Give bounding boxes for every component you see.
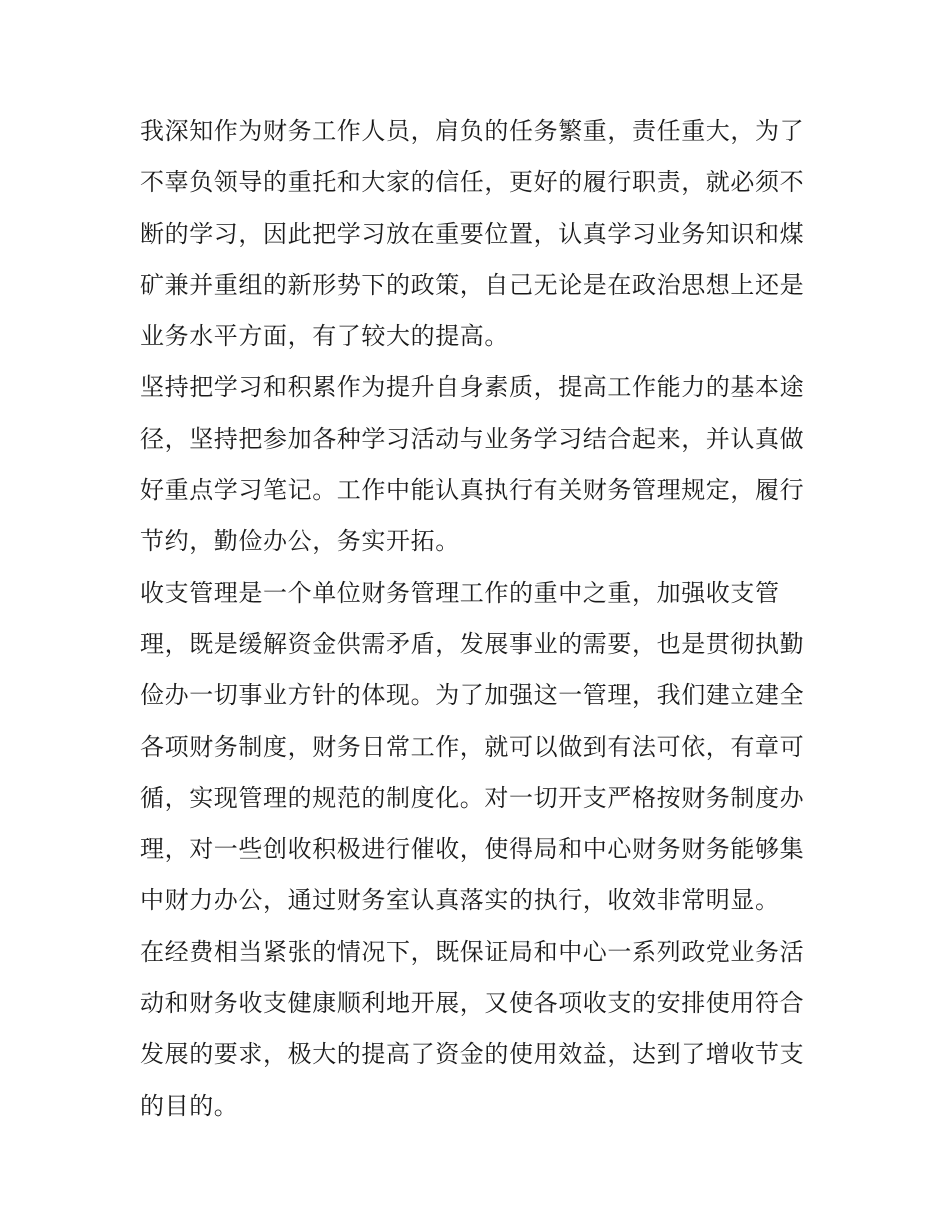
text-line: 循，实现管理的规范的制度化。对一切开支严格按财务制度办 [140, 783, 805, 812]
paragraph-1 [140, 106, 812, 362]
text-line: 断的学习，因此把学习放在重要位置，认真学习业务知识和煤 [140, 219, 805, 248]
text-line: 俭办一切事业方针的体现。为了加强这一管理，我们建立建全 [140, 681, 805, 710]
paragraph-2 [140, 362, 812, 567]
text-line: 理，既是缓解资金供需矛盾，发展事业的需要，也是贯彻执勤 [140, 629, 805, 658]
text-line: 好重点学习笔记。工作中能认真执行有关财务管理规定，履行 [140, 476, 805, 505]
text-line: 在经费相当紧张的情况下，既保证局和中心一系列政党业务活 [140, 937, 805, 966]
text-line: 收支管理是一个单位财务管理工作的重中之重，加强收支管 [140, 578, 780, 607]
text-line: 业务水平方面，有了较大的提高。 [140, 322, 509, 351]
paragraph-3 [140, 568, 812, 927]
text-line: 发展的要求，极大的提高了资金的使用效益，达到了增收节支 [140, 1040, 805, 1069]
text-line: 中财力办公，通过财务室认真落实的执行，收效非常明显。 [140, 886, 780, 915]
text-line: 各项财务制度，财务日常工作，就可以做到有法可依，有章可 [140, 732, 805, 761]
text-line: 矿兼并重组的新形势下的政策，自己无论是在政治思想上还是 [140, 270, 805, 299]
text-line: 不辜负领导的重托和大家的信任，更好的履行职责，就必须不 [140, 168, 805, 197]
document-body [140, 106, 812, 1132]
text-line: 理，对一些创收积极进行催收，使得局和中心财务财务能够集 [140, 835, 805, 864]
text-line: 节约，勤俭办公，务实开拓。 [140, 527, 460, 556]
text-line: 我深知作为财务工作人员，肩负的任务繁重，责任重大，为了 [140, 117, 805, 145]
paragraph-4 [140, 927, 812, 1132]
text-line: 的目的。 [140, 1091, 239, 1120]
text-line: 径，坚持把参加各种学习活动与业务学习结合起来，并认真做 [140, 424, 805, 453]
text-line: 动和财务收支健康顺利地开展，又使各项收支的安排使用符合 [140, 989, 805, 1018]
text-line: 坚持把学习和积累作为提升自身素质，提高工作能力的基本途 [140, 373, 805, 402]
